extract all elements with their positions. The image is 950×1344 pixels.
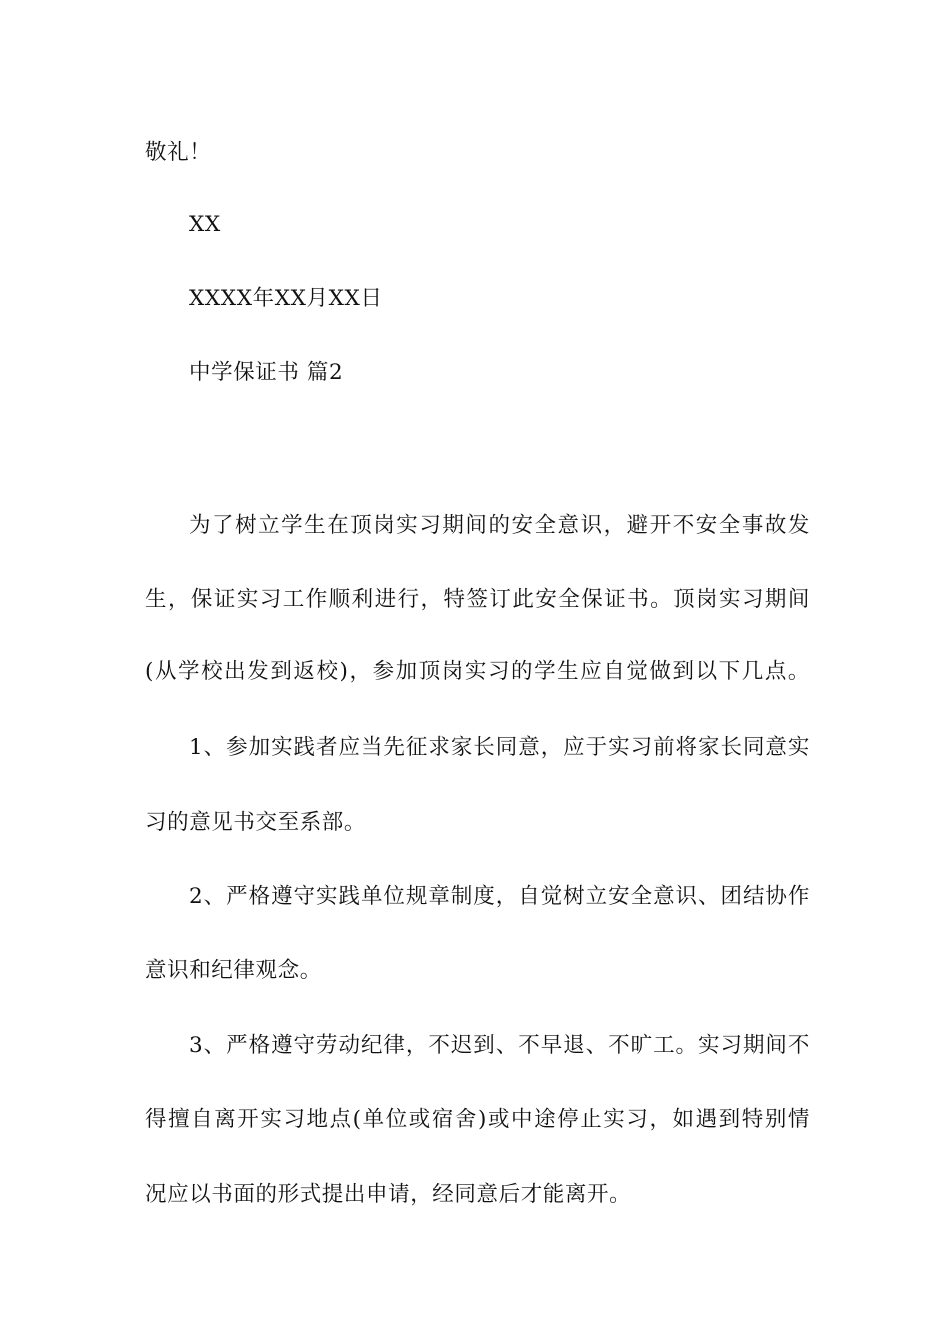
item-2-line: 意识和纪律观念。 [145,958,322,983]
signer-name: XX [189,212,221,237]
item-1-line: 1、参加实践者应当先征求家长同意，应于实习前将家长同意实 [189,735,810,760]
intro-paragraph-line: 生，保证实习工作顺利进行，特签订此安全保证书。顶岗实习期间 [145,587,810,612]
item-3-line: 3、严格遵守劳动纪律，不迟到、不早退、不旷工。实习期间不 [189,1033,810,1058]
section-heading: 中学保证书 篇2 [189,360,344,385]
item-1-line: 习的意见书交至系部。 [145,810,367,835]
signature-date: XXXX年XX月XX日 [189,286,383,311]
item-2-line: 2、严格遵守实践单位规章制度，自觉树立安全意识、团结协作 [189,884,810,909]
item-3-line: 得擅自离开实习地点(单位或宿舍)或中途停止实习，如遇到特别情 [145,1107,810,1132]
intro-paragraph-line: 为了树立学生在顶岗实习期间的安全意识，避开不安全事故发 [189,513,810,538]
item-3-line: 况应以书面的形式提出申请，经同意后才能离开。 [145,1182,632,1207]
closing-salutation: 敬礼！ [145,140,212,165]
intro-paragraph-line: (从学校出发到返校)，参加顶岗实习的学生应自觉做到以下几点。 [145,659,810,684]
